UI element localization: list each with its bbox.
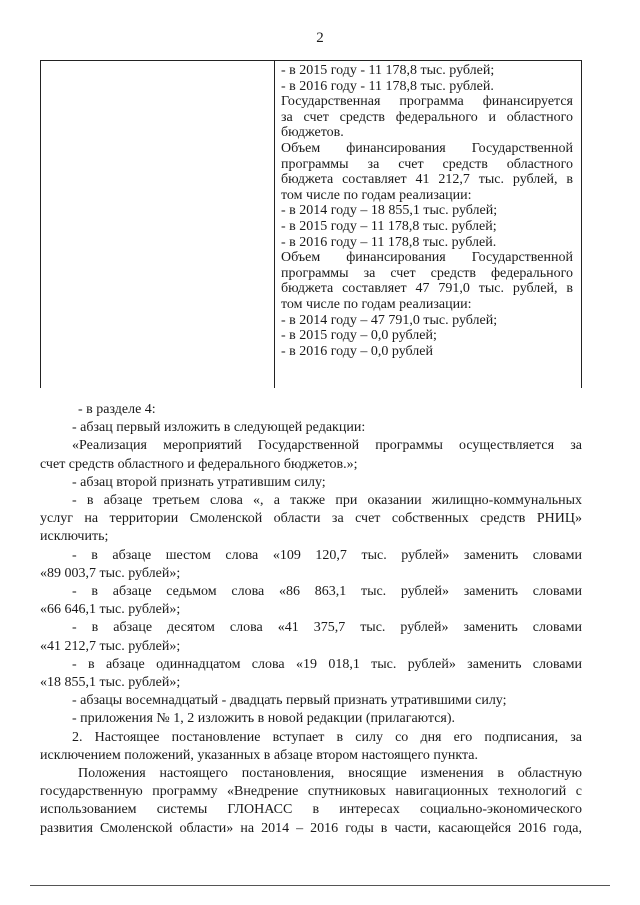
table-line: Объем финансирования Государственной [281, 250, 573, 266]
body-line: «66 646,1 тыс. рублей»; [40, 602, 181, 618]
body-line: - в абзаце шестом слова «109 120,7 тыс. рублей» заменить словами [72, 547, 582, 563]
body-line: - абзацы восемнадцатый - двадцать первый признать утратившими силу; [72, 693, 507, 709]
table-line: - в 2015 году - 11 178,8 тыс. рублей; [281, 63, 495, 78]
table-line: - в 2016 году – 11 178,8 тыс. рублей. [281, 234, 497, 250]
financing-cell [281, 63, 573, 359]
body-line: исключением положений, указанных в абзаце втором настоящего пункта. [40, 747, 478, 763]
body-line: «89 003,7 тыс. рублей»; [40, 565, 181, 581]
body-line: «18 855,1 тыс. рублей»; [40, 675, 181, 691]
table-line: том числе по годам реализации: [281, 296, 472, 312]
table-line: - в 2016 году - 11 178,8 тыс. рублей. [281, 78, 494, 94]
body-line: - в абзаце третьем слова «, а также при оказании жилищно-коммунальных [72, 493, 582, 509]
body-line: развития Смоленской области» на 2014 – 2016 годы в части, касающейся 2016 года, [40, 820, 582, 836]
table-line: бюджета составляет 47 791,0 тыс. рублей, в [281, 281, 573, 297]
body-line: - в разделе 4: [78, 402, 156, 417]
table-column-divider [274, 60, 275, 388]
body-line: 2. Настоящее постановление вступает в силу со дня его подписания, за [72, 729, 582, 745]
body-line: исключить; [40, 529, 109, 545]
footer-rule [30, 885, 610, 886]
table-line: - в 2014 году – 47 791,0 тыс. рублей; [281, 312, 498, 328]
body-line: Положения настоящего постановления, вносящие изменения в областную [78, 766, 582, 782]
table-line: том числе по годам реализации: [281, 187, 472, 203]
body-line: «Реализация мероприятий Государственной программы осуществляется за [72, 438, 582, 454]
page-number: 2 [316, 30, 324, 46]
body-line: государственную программу «Внедрение спутниковых навигационных технологий с [40, 784, 582, 800]
body-line: - в абзаце одиннадцатом слова «19 018,1 тыс. рублей» заменить словами [72, 656, 582, 672]
table-line: - в 2015 году – 0,0 рублей; [281, 328, 437, 344]
table-line: бюджета составляет 41 212,7 тыс. рублей, в [281, 172, 573, 188]
body-line: - в абзаце десятом слова «41 375,7 тыс. рублей» заменить словами [72, 620, 582, 636]
body-line: «41 212,7 тыс. рублей»; [40, 638, 181, 654]
table-line: - в 2015 году – 11 178,8 тыс. рублей; [281, 218, 497, 234]
body-line: - в абзаце седьмом слова «86 863,1 тыс. рублей» заменить словами [72, 584, 582, 600]
document-body [40, 401, 582, 838]
body-line: использованием системы ГЛОНАСС в интересах социально-экономического [40, 802, 582, 818]
body-line: - абзац второй признать утратившим силу; [72, 474, 326, 490]
body-line: счет средств областного и федерального бюджетов.»; [40, 456, 358, 472]
table-right-border [581, 60, 582, 388]
table-line: Объем финансирования Государственной [281, 140, 573, 156]
table-line: - в 2016 году – 0,0 рублей [281, 343, 433, 359]
body-line: - приложения № 1, 2 изложить в новой редакции (прилагаются). [72, 711, 456, 727]
table-top-border [40, 60, 582, 61]
table-line: программы за счет средств областного [281, 156, 573, 172]
table-line: бюджетов. [281, 125, 344, 141]
table-line: за счет средств федерального и областного [281, 109, 573, 125]
body-line: - абзац первый изложить в следующей редакции: [72, 420, 366, 436]
passport-table-fragment [40, 60, 582, 388]
table-line: - в 2014 году – 18 855,1 тыс. рублей; [281, 203, 498, 219]
body-line: услуг на территории Смоленской области за счет собственных средств РНИЦ» [40, 511, 582, 527]
table-left-border [40, 60, 41, 388]
table-line: программы за счет средств федерального [281, 265, 573, 281]
table-line: Государственная программа финансируется [281, 94, 573, 110]
